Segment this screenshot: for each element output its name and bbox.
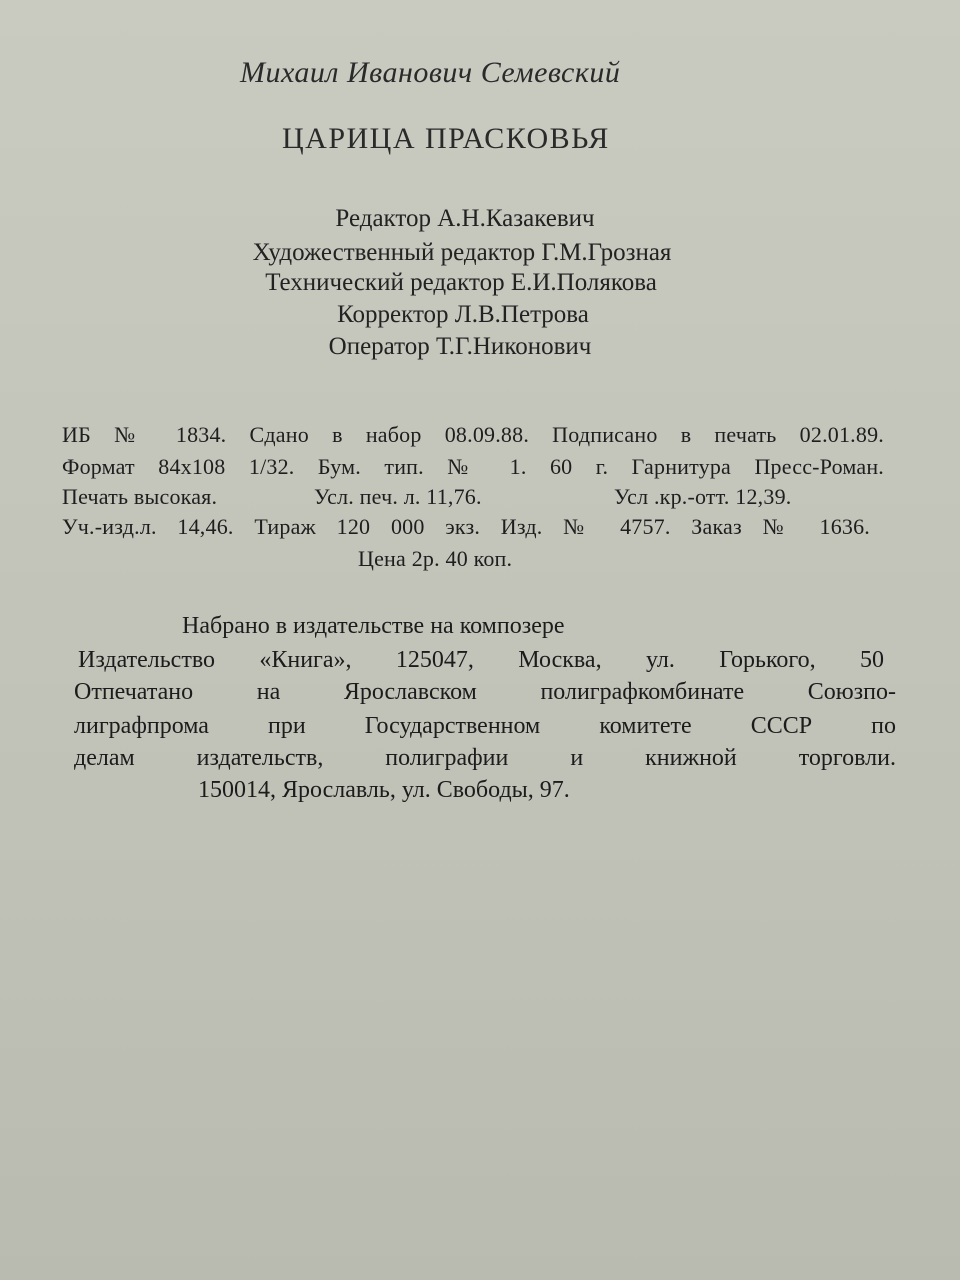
staff-editor: Редактор А.Н.Казакевич bbox=[335, 205, 595, 232]
imprint-line-4: Уч.-изд.л. 14,46. Тираж 120 000 экз. Изд. № 4757. Заказ № 1636. bbox=[62, 514, 870, 539]
publisher-address: Издательство «Книга», 125047, Москва, ул. Горького, 50 bbox=[78, 647, 884, 673]
imprint-line-2: Формат 84х108 1/32. Бум. тип. № 1. 60 г. Гарнитура Пресс-Роман. bbox=[62, 454, 884, 479]
staff-operator: Оператор Т.Г.Никонович bbox=[328, 333, 592, 360]
imprint-print-sheets: Усл. печ. л. 11,76. bbox=[314, 484, 482, 509]
printer-line-1: Отпечатано на Ярославском полиграфкомбинате Союзпо- bbox=[74, 679, 896, 705]
printer-line-2: лиграфпрома при Государственном комитете СССР по bbox=[74, 713, 896, 739]
imprint-line-1: ИБ № 1834. Сдано в набор 08.09.88. Подписано в печать 02.01.89. bbox=[62, 422, 884, 447]
staff-art-editor: Художественный редактор Г.М.Грозная bbox=[252, 239, 672, 266]
imprint-price: Цена 2р. 40 коп. bbox=[358, 546, 513, 571]
staff-proofreader: Корректор Л.В.Петрова bbox=[337, 301, 589, 328]
printer-address: 150014, Ярославль, ул. Свободы, 97. bbox=[198, 777, 570, 803]
book-title: ЦАРИЦА ПРАСКОВЬЯ bbox=[282, 122, 610, 155]
printer-line-3: делам издательств, полиграфии и книжной торговли. bbox=[74, 745, 896, 771]
imprint-color-prints: Усл .кр.-отт. 12,39. bbox=[614, 484, 792, 509]
imprint-print-type: Печать высокая. bbox=[62, 484, 218, 509]
author-name: Михаил Иванович Семевский bbox=[240, 56, 621, 89]
staff-tech-editor: Технический редактор Е.И.Полякова bbox=[265, 269, 657, 296]
typeset-note: Набрано в издательстве на композере bbox=[182, 613, 565, 639]
